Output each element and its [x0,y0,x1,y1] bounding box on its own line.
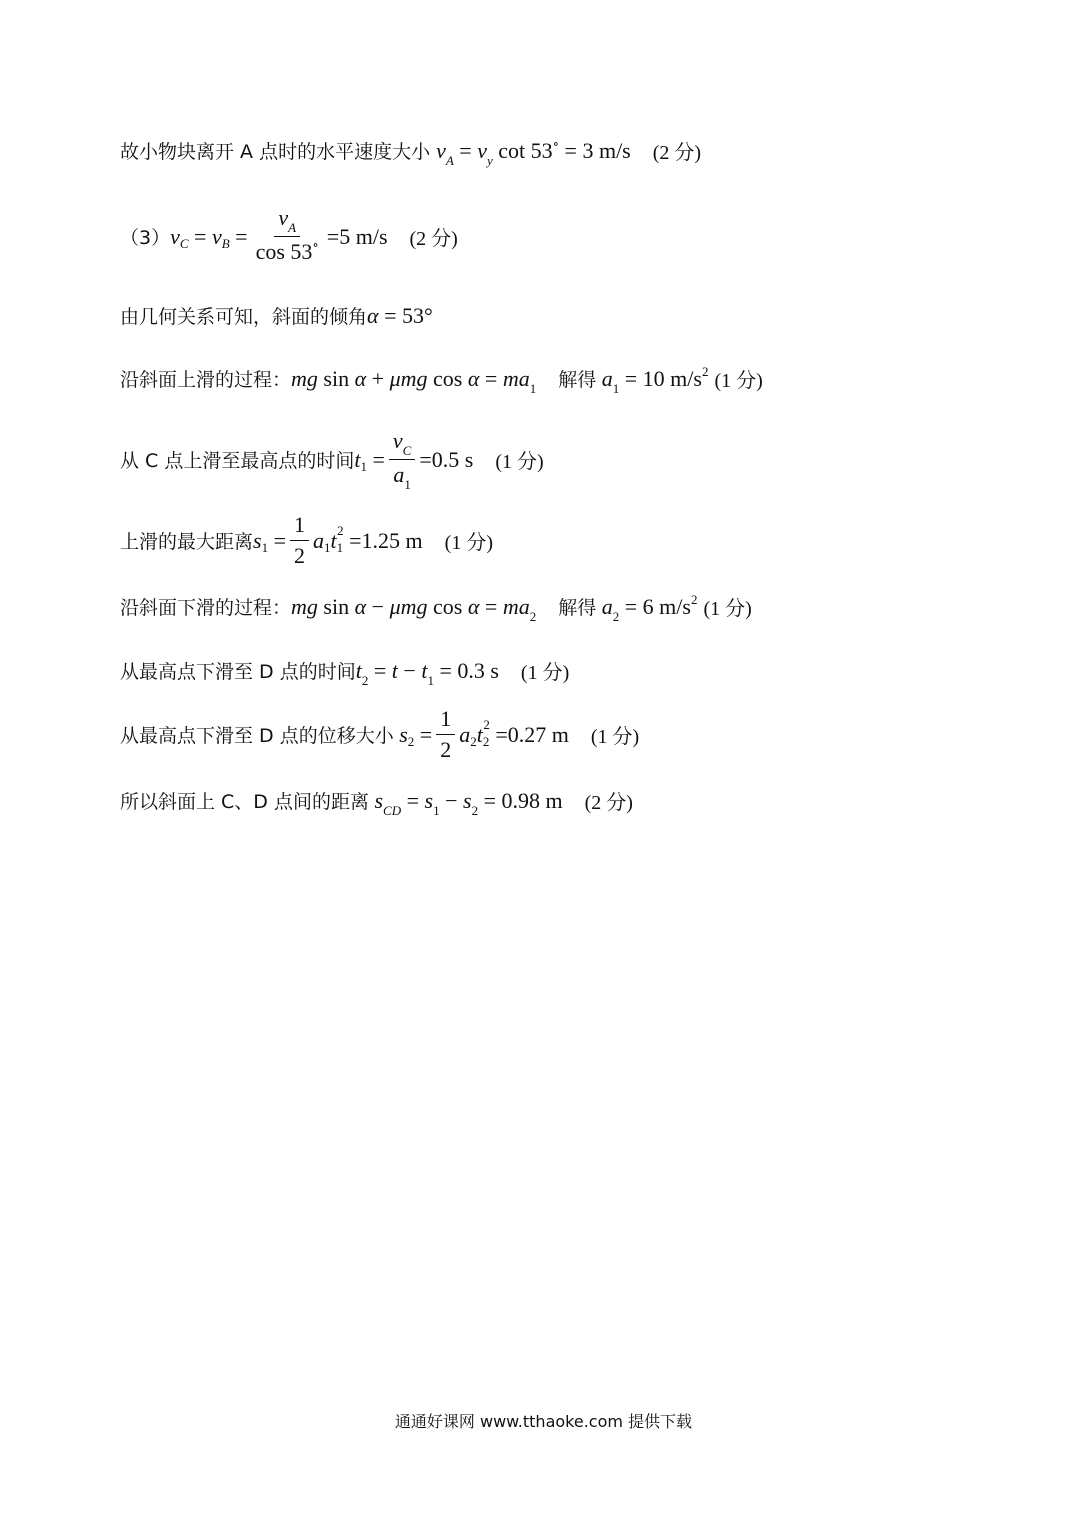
score-label: (1 分) [520,662,570,684]
solution-line-1 [120,135,702,168]
value-t2: 0.3 s [457,657,499,683]
score-label: (2 分) [584,792,633,814]
line-text: 从最高点下滑至 D 点的时间 [120,661,356,683]
formula-s1: s 1 = $\frac{1}{2}$ a 1 t 1 2 = 1.25 m [253,512,423,568]
line-text: 所以斜面上 C、D 点间的距离 [120,791,369,813]
line-text: 沿斜面上滑的过程： [120,369,292,391]
solution-line-8 [120,656,570,688]
formula-down-motion: mg sin α − μmg $\cos \alpha = ma_2$ [291,593,537,624]
line-text: 上滑的最大距离 [120,531,254,553]
value-a2: 6 m/s [642,593,691,619]
score-label: (1 分) [444,532,493,554]
score-label: (2 分) [409,228,458,250]
line-text: 从 C 点上滑至最高点的时间 [120,450,355,472]
formula-a2: $a_2 = 6$ $m/s^2$ [601,591,698,624]
line-text: 故小物块离开 A 点时的水平速度大小 [120,141,431,163]
fraction: $\frac{1}{2}$ [436,706,455,763]
score-label: (1 分) [495,451,544,473]
solution-line-2 [120,205,458,268]
formula-vC: v C = v B = $\frac{v_A}{\cos 53^\circ}$ = 5 m/s [170,205,387,268]
score-label: (1 分) [590,726,640,748]
value-vC: 5 m/s [339,223,388,249]
value-t1: 0.5 s [431,446,474,472]
score-label: (1 分) [703,598,752,620]
solution-line-5 [120,428,544,491]
formula-t1: t 1 = $\frac{v_C}{a_1}$ = 0.5 s [354,428,474,492]
formula-up-motion: mg sin α + μmg $\cos \alpha = ma_1$ [291,365,537,396]
formula-sCD: $s_{CD} = s_1 - s_2 = 0.98$ m [374,787,563,818]
formula-vA: $v_A = v_y$ cot 53∘ = 3 m/s [436,135,631,168]
line-text: 从最高点下滑至 D 点的位移大小 [120,725,394,747]
value-sCD: 0.98 m [501,787,563,813]
solution-line-6 [120,512,493,569]
solution-line-10 [120,786,633,818]
formula-alpha: α = 53° [367,302,433,328]
solution-line-3 [120,302,433,329]
fraction: $\frac{1}{2}$ [290,512,309,569]
score-label: (1 分) [714,370,763,392]
solve-label: 解得 [558,369,597,391]
solution-line-9 [120,706,639,763]
page-footer: 通通好课网 www.tthaoke.com 提供下载 [394,1412,693,1431]
value-s2: 0.27 m [507,721,569,747]
formula-s2: s 2 = $\frac{1}{2}$ a 2 t 2 2 = 0.27 m [399,706,569,762]
solution-line-7 [120,591,752,624]
solution-line-4 [120,363,763,396]
value-vA: 3 m/s [582,137,631,163]
fraction: $\frac{v_A}{\cos 53^\circ}$ [255,205,319,264]
part-number: （3） [120,227,171,249]
score-label: (2 分) [652,142,702,164]
value-s1: 1.25 m [361,527,423,553]
line-text: 沿斜面下滑的过程： [120,597,292,619]
value-a1: 10 m/s [642,365,702,391]
formula-t2: $t_2 = t - t_1 = 0.3$ s [355,657,499,688]
fraction: $\frac{v_C}{a_1}$ [389,428,415,491]
solve-label: 解得 [558,597,597,619]
line-text: 由几何关系可知，斜面的倾角 [120,306,368,328]
formula-a1: $a_1 = 10$ $m/s^2$ [601,363,709,396]
value-alpha: 53° [402,302,433,328]
